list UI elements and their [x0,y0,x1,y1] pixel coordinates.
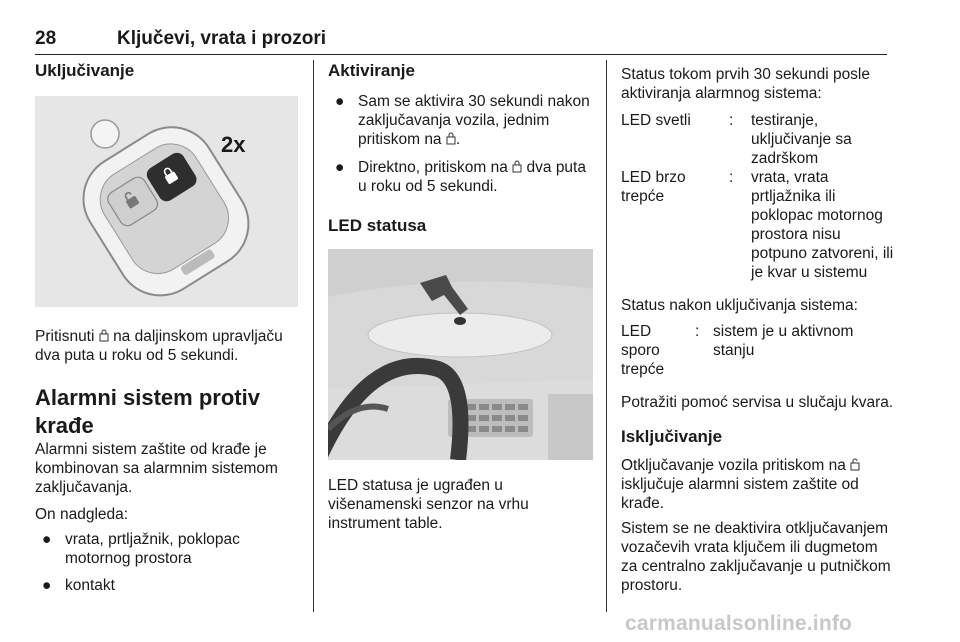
deactivation-note: Sistem se ne deaktivira otključavanjem vozačevih vrata ključem ili dugmetom za centralno zaključavanje u putničkom prostoru. [621,520,891,594]
press-twice-label: 2x [221,132,246,157]
column-divider [606,60,607,612]
status-desc: vrata, vrata prtljažnika ili poklopac motornog prostora nisu potpuno zatvoreni, ili je kvar u sistemu [751,169,894,281]
lock-icon [99,329,109,342]
watermark: carmanualsonline.info [625,612,853,635]
section-title-anti-theft: Alarmni sistem protiv krađe [35,385,260,438]
heading-aktiviranje: Aktiviranje [328,61,415,80]
page-title: Ključevi, vrata i prozori [117,28,327,49]
key-fob-image [35,96,298,307]
monitored-list [35,530,298,595]
column-left [35,60,298,595]
dashboard-illustration [328,249,593,460]
list-item: ● vrata, prtljažnik, poklopac motornog prostora [42,531,240,567]
status-table-2 [621,322,896,379]
status-term: LED svetli [621,112,691,129]
column-right [621,65,896,595]
status-separator: : [729,112,734,129]
status-separator: : [729,169,734,186]
dashboard-image [328,249,593,460]
list-item: ● Sam se aktivira 30 sekundi nakon zaključavanja vozila, jednim pritiskom na . [335,93,590,148]
status-term: LED brzo trepće [621,169,686,205]
column-middle [328,60,593,533]
list-item: ● Direktno, pritiskom na dva puta u roku od 5 sekundi. [335,159,586,195]
lock-press-instruction: Pritisnuti na daljinskom upravljaču dva puta u roku od 5 sekundi. [35,328,283,364]
heading-iskljucivanje: Isključivanje [621,427,723,446]
status-table-1 [621,111,896,282]
heading-ukljucivanje: Uključivanje [35,61,135,80]
status-desc: testiranje, uključivanje sa zadrškom [751,112,852,167]
page-header [35,28,887,55]
unlock-icon [850,458,860,471]
heading-led-status: LED statusa [328,216,427,235]
status-separator: : [695,323,700,340]
page-number: 28 [35,28,57,49]
led-caption: LED statusa je ugrađen u višenamenski senzor na vrhu instrument table. [328,477,529,532]
anti-theft-intro: Alarmni sistem zaštite od krađe je kombinovan sa alarmnim sistemom zaključavanja. [35,441,278,496]
lock-icon [446,132,456,145]
status-after: Status nakon uključivanja sistema: [621,297,858,314]
status-desc: sistem je u aktivnom stanju [713,323,854,359]
service-note: Potražiti pomoć servisa u slučaju kvara. [621,394,894,411]
activation-list [328,92,593,196]
lock-icon [512,160,522,173]
unlock-instruction: Otključavanje vozila pritiskom na isključuje alarmni sistem zaštite od krađe. [621,457,859,512]
key-fob-illustration [35,96,298,307]
monitors-label: On nadgleda: [35,506,129,523]
column-divider [313,60,314,612]
status-intro: Status tokom prvih 30 sekundi posle aktiviranja alarmnog sistema: [621,66,870,102]
list-item: ● kontakt [42,577,115,594]
status-term: LED sporo trepće [621,323,665,378]
